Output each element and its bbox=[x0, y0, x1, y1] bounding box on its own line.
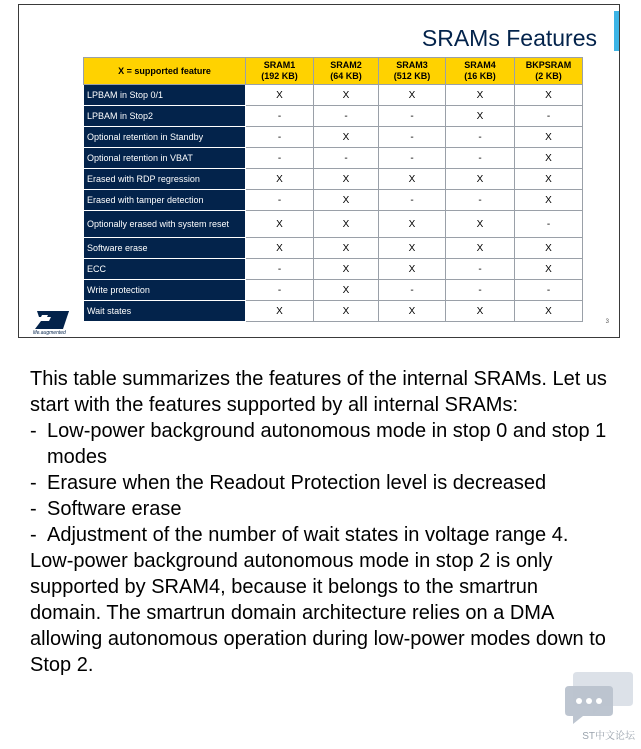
bullet-text: Low-power background autonomous mode in stop 0 and stop 1 modes bbox=[47, 420, 607, 468]
support-cell: - bbox=[515, 280, 583, 301]
list-item: - Low-power background autonomous mode in stop 0 and stop 1 modes bbox=[30, 418, 610, 470]
support-cell: - bbox=[446, 259, 515, 280]
support-cell: X bbox=[446, 85, 515, 106]
bullet-text: Adjustment of the number of wait states in voltage range 4. bbox=[47, 524, 569, 546]
slide-frame bbox=[18, 4, 620, 338]
table-row bbox=[84, 127, 583, 148]
support-cell: - bbox=[379, 127, 446, 148]
table-row bbox=[84, 106, 583, 127]
table-header-row bbox=[84, 58, 583, 85]
support-cell: X bbox=[246, 85, 314, 106]
support-cell: X bbox=[515, 148, 583, 169]
column-name: SRAM2 bbox=[330, 60, 362, 70]
column-header-bkpsram bbox=[515, 58, 583, 85]
column-name: BKPSRAM bbox=[525, 60, 572, 70]
corner-header: X = supported feature bbox=[84, 58, 246, 85]
feature-label: LPBAM in Stop 0/1 bbox=[84, 85, 246, 106]
feature-label: Optional retention in VBAT bbox=[84, 148, 246, 169]
support-cell: X bbox=[314, 280, 379, 301]
support-cell: X bbox=[379, 85, 446, 106]
feature-label: Erased with RDP regression bbox=[84, 169, 246, 190]
chat-bubbles-icon bbox=[563, 668, 635, 728]
support-cell: - bbox=[246, 148, 314, 169]
support-cell: X bbox=[314, 238, 379, 259]
column-name: SRAM1 bbox=[263, 60, 296, 70]
support-cell: X bbox=[246, 169, 314, 190]
feature-label: Optionally erased with system reset bbox=[84, 211, 246, 238]
table-row bbox=[84, 148, 583, 169]
support-cell: X bbox=[446, 106, 515, 127]
table-row bbox=[84, 190, 583, 211]
support-cell: X bbox=[379, 301, 446, 322]
support-cell: X bbox=[246, 301, 314, 322]
table-row bbox=[84, 238, 583, 259]
column-header-sram1 bbox=[246, 58, 314, 85]
bullet-text: Software erase bbox=[47, 498, 182, 520]
support-cell: X bbox=[446, 169, 515, 190]
support-cell: X bbox=[515, 85, 583, 106]
support-cell: X bbox=[314, 190, 379, 211]
support-cell: X bbox=[446, 301, 515, 322]
watermark-text: ST中文论坛 bbox=[582, 731, 635, 742]
logo-tagline: life.augmented bbox=[33, 330, 66, 336]
support-cell: X bbox=[246, 211, 314, 238]
feature-label: Wait states bbox=[84, 301, 246, 322]
support-cell: X bbox=[379, 259, 446, 280]
table-row bbox=[84, 259, 583, 280]
notes-intro: This table summarizes the features of the internal SRAMs. Let us start with the features supported by all internal SRAMs: bbox=[30, 368, 607, 416]
support-cell: X bbox=[515, 169, 583, 190]
support-cell: X bbox=[314, 169, 379, 190]
support-cell: - bbox=[314, 148, 379, 169]
support-cell: X bbox=[515, 301, 583, 322]
support-cell: - bbox=[246, 127, 314, 148]
speaker-notes bbox=[30, 366, 610, 678]
feature-label: Optional retention in Standby bbox=[84, 127, 246, 148]
page-number: 3 bbox=[605, 319, 609, 325]
support-cell: - bbox=[446, 280, 515, 301]
support-cell: - bbox=[379, 280, 446, 301]
support-cell: - bbox=[446, 190, 515, 211]
feature-label: Write protection bbox=[84, 280, 246, 301]
support-cell: X bbox=[379, 238, 446, 259]
slide-title: SRAMs Features bbox=[421, 25, 597, 51]
column-size: (64 KB) bbox=[330, 71, 362, 81]
column-size: (16 KB) bbox=[464, 71, 496, 81]
support-cell: X bbox=[314, 85, 379, 106]
table-row bbox=[84, 85, 583, 106]
column-header-sram4 bbox=[446, 58, 515, 85]
support-cell: X bbox=[379, 169, 446, 190]
column-header-sram2 bbox=[314, 58, 379, 85]
support-cell: X bbox=[446, 238, 515, 259]
feature-label: Software erase bbox=[84, 238, 246, 259]
support-cell: X bbox=[515, 259, 583, 280]
features-table bbox=[83, 57, 583, 322]
support-cell: X bbox=[515, 127, 583, 148]
table-row bbox=[84, 211, 583, 238]
support-cell: X bbox=[515, 190, 583, 211]
support-cell: X bbox=[515, 238, 583, 259]
support-cell: X bbox=[314, 211, 379, 238]
support-cell: X bbox=[314, 127, 379, 148]
support-cell: X bbox=[314, 301, 379, 322]
support-cell: - bbox=[246, 280, 314, 301]
title-accent-bar bbox=[614, 11, 619, 51]
support-cell: - bbox=[515, 211, 583, 238]
column-name: SRAM3 bbox=[396, 60, 428, 70]
list-item: - Adjustment of the number of wait states in voltage range 4. bbox=[30, 524, 569, 546]
column-size: (192 KB) bbox=[261, 71, 298, 81]
column-size: (2 KB) bbox=[535, 71, 562, 81]
table-row bbox=[84, 280, 583, 301]
table-row bbox=[84, 301, 583, 322]
support-cell: - bbox=[246, 106, 314, 127]
column-name: SRAM4 bbox=[464, 60, 496, 70]
support-cell: - bbox=[379, 106, 446, 127]
column-size: (512 KB) bbox=[393, 71, 431, 81]
feature-label: Erased with tamper detection bbox=[84, 190, 246, 211]
support-cell: - bbox=[246, 190, 314, 211]
support-cell: - bbox=[314, 106, 379, 127]
support-cell: - bbox=[446, 148, 515, 169]
notes-closing: Low-power background autonomous mode in stop 2 is only supported by SRAM4, because it belongs to the smartrun domain. The smartrun domain architecture relies on a DMA allowing autonomous operation during low-power modes down to Stop 2. bbox=[30, 550, 606, 676]
feature-label: LPBAM in Stop2 bbox=[84, 106, 246, 127]
support-cell: X bbox=[379, 211, 446, 238]
table-row bbox=[84, 169, 583, 190]
support-cell: - bbox=[446, 127, 515, 148]
support-cell: X bbox=[314, 259, 379, 280]
support-cell: - bbox=[379, 190, 446, 211]
feature-label: ECC bbox=[84, 259, 246, 280]
support-cell: - bbox=[246, 259, 314, 280]
column-header-sram3 bbox=[379, 58, 446, 85]
list-item: - Erasure when the Readout Protection level is decreased bbox=[30, 472, 547, 494]
support-cell: X bbox=[246, 238, 314, 259]
support-cell: - bbox=[515, 106, 583, 127]
support-cell: X bbox=[446, 211, 515, 238]
bullet-text: Erasure when the Readout Protection level is decreased bbox=[47, 472, 547, 494]
list-item: - Software erase bbox=[30, 498, 182, 520]
support-cell: - bbox=[379, 148, 446, 169]
